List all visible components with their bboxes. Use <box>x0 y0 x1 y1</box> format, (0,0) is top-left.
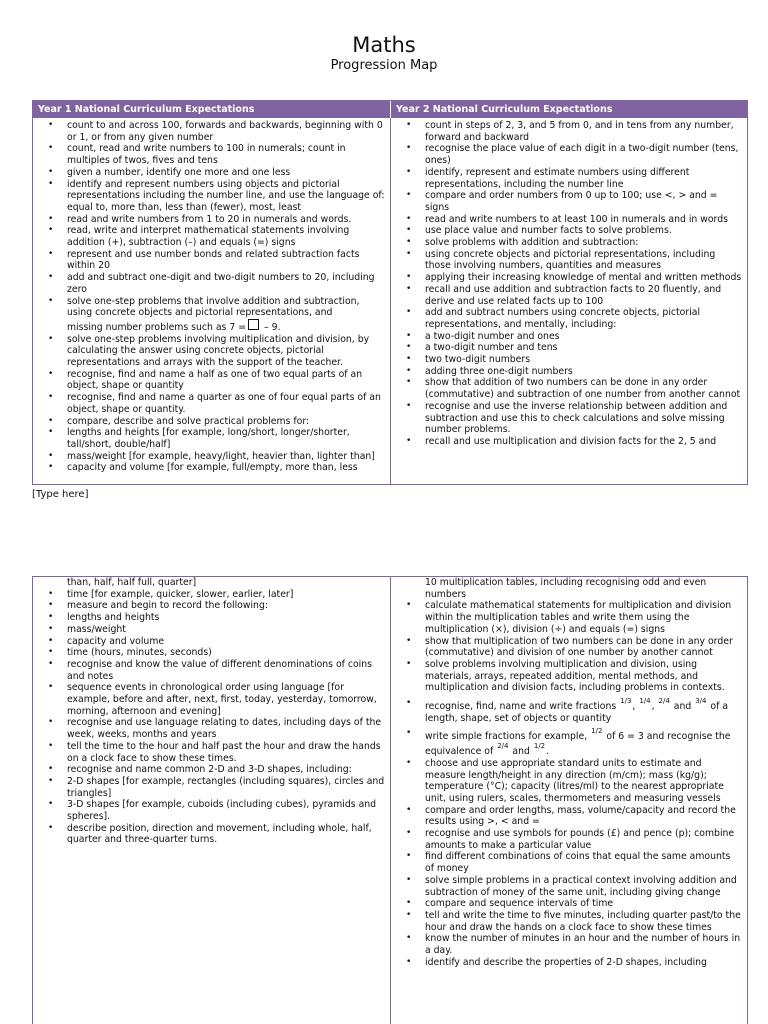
year2-list <box>391 120 747 448</box>
bullet-icon: • <box>48 213 54 224</box>
list-item-text: a two-digit number and tens <box>425 342 558 354</box>
bullet-icon: • <box>48 799 54 810</box>
list-item-text: compare and order lengths, mass, volume/capacity and record the results using >, < and = <box>425 804 736 828</box>
list-item-text: recall and use addition and subtraction facts to 20 fluently, and derive and use related facts up to 100 <box>425 283 722 307</box>
list-item <box>391 143 744 166</box>
list-item <box>391 728 744 757</box>
list-item <box>391 758 744 805</box>
list-item-text: know the number of minutes in an hour and the number of hours in a day. <box>425 933 741 957</box>
list-item-text: find different combinations of coins that equal the same amounts of money <box>425 851 731 875</box>
list-item <box>391 805 744 828</box>
bullet-icon: • <box>406 909 412 920</box>
list-item-text: mass/weight <box>67 623 126 635</box>
bullet-icon: • <box>406 283 412 294</box>
list-item <box>391 698 744 724</box>
list-item <box>391 933 744 956</box>
list-item-text: recognise and use language relating to dates, including days of the week, weeks, months and years <box>67 717 382 741</box>
list-item <box>391 957 744 969</box>
list-item-text: identify and represent numbers using objects and pictorial representations including the number line, and use the language of: equal to, more than, less than (fewer), most, least <box>67 178 385 213</box>
year1-list <box>33 589 390 846</box>
list-item-text: count in steps of 2, 3, and 5 from 0, and in tens from any number, forward and backward <box>425 120 734 143</box>
bullet-icon: • <box>406 898 412 909</box>
list-item <box>33 612 387 624</box>
fraction-1-2: 1/2 <box>591 727 603 736</box>
list-item-text: represent and use number bonds and related subtraction facts within 20 <box>67 248 360 272</box>
year2-column-header: Year 2 National Curriculum Expectations <box>396 104 613 115</box>
list-item-text: identify, represent and estimate numbers using different representations, including the number line <box>425 166 690 190</box>
bullet-icon: • <box>406 728 412 739</box>
list-item-text: given a number, identify one more and one less <box>67 166 291 178</box>
bullet-icon: • <box>48 450 54 461</box>
year1-column-header: Year 1 National Curriculum Expectations <box>33 101 391 118</box>
list-item-text: choose and use appropriate standard units to estimate and measure length/height in any direction (m/cm); mass (kg/g); temperature (°C); capacity (litres/ml) to the nearest appropriate unit, using rulers, scales, thermometers and measuring vessels <box>425 757 724 804</box>
list-item <box>391 377 744 400</box>
list-item-text: solve one-step problems that involve addition and subtraction, using concrete objects and pictorial representations, and <box>67 295 360 319</box>
bullet-icon: • <box>406 933 412 944</box>
list-item <box>33 143 387 166</box>
bullet-icon: • <box>406 956 412 967</box>
list-item <box>33 823 387 846</box>
list-item-text: a two-digit number and ones <box>425 330 560 342</box>
bullet-icon: • <box>48 623 54 634</box>
list-item <box>33 451 387 463</box>
fraction-1-3: 1/3 <box>620 697 632 706</box>
list-item-text: solve problems involving multiplication and division, using materials, arrays, repeated addition, mental methods, and multiplication and division facts, including problems in contexts. <box>425 658 725 694</box>
list-item-text: compare, describe and solve practical problems for: <box>67 415 310 427</box>
bullet-icon: • <box>48 427 54 438</box>
list-item-text: calculate mathematical statements for multiplication and division within the multiplication tables and write them using the multiplication (×), division (÷) and equals (=) signs <box>425 600 732 635</box>
list-item-text: compare and sequence intervals of time <box>425 898 614 910</box>
bullet-icon: • <box>406 272 412 283</box>
list-item-text: recall and use multiplication and division facts for the 2, 5 and <box>425 435 717 447</box>
bullet-icon: • <box>406 658 412 669</box>
list-item <box>33 589 387 601</box>
list-item-text: sequence events in chronological order using language [for example, before and after, next, first, today, yesterday, tomorrow, morning, afternoon and evening] <box>67 682 377 717</box>
year2-cell <box>391 577 747 1024</box>
list-item-text: solve simple problems in a practical context involving addition and subtraction of money of the same unit, including giving change <box>425 874 737 898</box>
bullet-icon: • <box>48 647 54 658</box>
fraction-3-4: 3/4 <box>695 697 707 706</box>
bullet-icon: • <box>48 333 54 344</box>
list-item-text: add and subtract numbers using concrete objects, pictorial representations, and mentally, including: <box>425 307 701 330</box>
list-item-text: mass/weight [for example, heavy/light, heavier than, lighter than] <box>67 450 375 462</box>
bullet-icon: • <box>48 462 54 473</box>
bullet-icon: • <box>406 213 412 224</box>
footer-placeholder[interactable]: [Type here] <box>32 489 89 500</box>
list-item <box>33 296 387 334</box>
blank-box-icon <box>248 319 259 330</box>
list-item-text: adding three one-digit numbers <box>425 365 573 377</box>
list-item <box>391 436 744 448</box>
equivalence-text: of 6 = 3 and recognise the equivalence of <box>425 731 731 758</box>
list-item <box>33 647 387 659</box>
list-item <box>391 237 744 249</box>
bullet-icon: • <box>406 400 412 411</box>
progression-table-page-1 <box>32 100 748 485</box>
document-title: Maths <box>352 33 416 57</box>
fraction-2-4: 2/4 <box>658 697 670 706</box>
bullet-icon: • <box>48 120 54 130</box>
bullet-icon: • <box>406 635 412 646</box>
bullet-icon: • <box>406 757 412 768</box>
list-item-text: show that multiplication of two numbers can be done in any order (commutative) and division of one number by another cannot <box>425 635 733 659</box>
list-item <box>33 334 387 369</box>
list-item-text: use place value and number facts to solve problems. <box>425 225 672 237</box>
bullet-icon: • <box>406 851 412 862</box>
bullet-icon: • <box>48 248 54 259</box>
bullet-icon: • <box>406 828 412 839</box>
equivalence-text: write simple fractions for example, <box>425 731 591 743</box>
separator: and <box>670 701 695 713</box>
list-item-text: capacity and volume [for example, full/empty, more than, less <box>67 462 358 474</box>
list-item <box>33 249 387 272</box>
list-item <box>391 331 744 343</box>
list-item <box>33 600 387 612</box>
list-item-text: recognise and use symbols for pounds (£) and pence (p); combine amounts to make a particular value <box>425 828 735 851</box>
list-item-text: 3-D shapes [for example, cuboids (including cubes), pyramids and spheres]. <box>67 799 377 823</box>
list-item <box>33 167 387 179</box>
bullet-icon: • <box>48 295 54 306</box>
bullet-icon: • <box>48 775 54 786</box>
list-item-text: compare and order numbers from 0 up to 100; use <, > and = signs <box>425 190 718 213</box>
fractions-text: recognise, find, name and write fractions <box>425 701 620 713</box>
list-item <box>391 898 744 910</box>
bullet-icon: • <box>48 225 54 236</box>
list-item-text: applying their increasing knowledge of mental and written methods <box>425 272 742 284</box>
list-item <box>391 342 744 354</box>
list-item <box>391 875 744 898</box>
bullet-icon: • <box>48 166 54 177</box>
document-subtitle: Progression Map <box>330 58 438 73</box>
list-item-text: measure and begin to record the following: <box>67 600 268 612</box>
list-item <box>391 636 744 659</box>
list-item <box>33 179 387 214</box>
table-body-row <box>33 118 747 484</box>
list-item <box>33 636 387 648</box>
list-item-text: add and subtract one-digit and two-digit numbers to 20, including zero <box>67 272 375 295</box>
bullet-icon: • <box>406 435 412 446</box>
list-item <box>391 214 744 226</box>
bullet-icon: • <box>48 272 54 283</box>
list-item <box>33 225 387 248</box>
list-item-text: tell and write the time to five minutes, including quarter past/to the hour and draw the hands on a clock face to show these times <box>425 909 741 933</box>
bullet-icon: • <box>406 342 412 353</box>
missing-number-text: – 9. <box>261 321 281 333</box>
list-item <box>391 366 744 378</box>
bullet-icon: • <box>48 368 54 379</box>
bullet-icon: • <box>406 143 412 154</box>
bullet-icon: • <box>48 392 54 403</box>
missing-number-text: missing number problems such as 7 = <box>67 321 247 333</box>
list-item-text: solve problems with addition and subtraction: <box>425 237 639 249</box>
bullet-icon: • <box>48 822 54 833</box>
list-item-text: identify and describe the properties of 2-D shapes, including <box>425 956 707 968</box>
list-item-text: recognise and name common 2-D and 3-D shapes, including: <box>67 764 352 776</box>
bullet-icon: • <box>406 365 412 376</box>
year1-continued-text: than, half, half full, quarter] <box>67 577 197 588</box>
list-item-text: recognise and know the value of different denominations of coins and notes <box>67 658 372 682</box>
list-item <box>391 401 744 436</box>
list-item-text: lengths and heights [for example, long/short, longer/shorter, tall/short, double/half] <box>67 427 350 450</box>
bullet-icon: • <box>406 190 412 201</box>
list-item <box>391 120 744 143</box>
list-item <box>391 851 744 874</box>
list-item-text: lengths and heights <box>67 612 160 624</box>
list-item <box>33 799 387 822</box>
bullet-icon: • <box>48 717 54 728</box>
separator: , <box>651 701 658 713</box>
bullet-icon: • <box>406 248 412 259</box>
list-item <box>33 272 387 295</box>
bullet-icon: • <box>48 658 54 669</box>
list-item <box>391 910 744 933</box>
list-item-text: capacity and volume <box>67 635 165 647</box>
bullet-icon: • <box>48 764 54 775</box>
list-item <box>391 167 744 190</box>
progression-table-page-2 <box>32 576 748 1024</box>
bullet-icon: • <box>406 377 412 388</box>
list-item <box>391 284 744 307</box>
bullet-icon: • <box>48 178 54 189</box>
list-item-text: count, read and write numbers to 100 in numerals; count in multiples of twos, fives and tens <box>67 143 346 167</box>
bullet-icon: • <box>48 415 54 426</box>
list-item <box>33 214 387 226</box>
bullet-icon: • <box>48 588 54 599</box>
list-item <box>391 659 744 694</box>
list-item-text: read and write numbers from 1 to 20 in numerals and words. <box>67 213 352 225</box>
list-item <box>33 717 387 740</box>
list-item-text: recognise, find and name a half as one of two equal parts of an object, shape or quantity <box>67 368 363 392</box>
list-item <box>391 190 744 213</box>
year2-continued-text: 10 multiplication tables, including recognising odd and even numbers <box>425 577 707 600</box>
list-item <box>33 776 387 799</box>
list-item-text: show that addition of two numbers can be done in any order (commutative) and subtraction of one number from another cannot <box>425 377 741 401</box>
bullet-icon: • <box>406 804 412 815</box>
list-item-text: count to and across 100, forwards and backwards, beginning with 0 or 1, or from any given number <box>67 120 383 143</box>
list-item-text: recognise the place value of each digit in a two-digit number (tens, ones) <box>425 143 739 167</box>
list-item <box>33 624 387 636</box>
separator: and <box>509 746 533 758</box>
list-item-text: using concrete objects and pictorial representations, including those involving numbers, quantities and measures <box>425 248 716 272</box>
bullet-icon: • <box>406 307 412 318</box>
list-item <box>33 369 387 392</box>
list-item-text: recognise, find and name a quarter as one of four equal parts of an object, shape or quantity. <box>67 392 381 415</box>
fraction-1-2: 1/2 <box>533 742 546 751</box>
bullet-icon: • <box>406 225 412 236</box>
bullet-icon: • <box>406 237 412 248</box>
bullet-icon: • <box>406 330 412 341</box>
list-item <box>391 828 744 851</box>
bullet-icon: • <box>406 600 412 611</box>
list-item <box>391 249 744 272</box>
list-item <box>33 682 387 717</box>
bullet-icon: • <box>406 354 412 365</box>
list-item-text: tell the time to the hour and half past the hour and draw the hands on a clock face to show these times. <box>67 740 381 764</box>
list-item <box>391 354 744 366</box>
year2-cell <box>391 118 747 484</box>
bullet-icon: • <box>48 682 54 693</box>
list-item <box>391 272 744 284</box>
bullet-icon: • <box>406 698 412 709</box>
list-item <box>33 416 387 428</box>
list-item-text: solve one-step problems involving multiplication and division, by calculating the answer using concrete objects, pictorial representations and arrays with the support of the teacher. <box>67 333 370 369</box>
bullet-icon: • <box>48 612 54 623</box>
list-item <box>33 764 387 776</box>
list-item <box>33 392 387 415</box>
year2-list <box>391 600 747 968</box>
bullet-icon: • <box>48 143 54 154</box>
list-item <box>33 659 387 682</box>
separator: . <box>546 746 550 758</box>
list-item-text: two two-digit numbers <box>425 354 531 366</box>
year1-cell <box>33 577 391 1024</box>
bullet-icon: • <box>406 120 412 130</box>
list-item <box>33 741 387 764</box>
list-item-text: recognise and use the inverse relationship between addition and subtraction and use this to check calculations and solve missing number problems. <box>425 400 728 436</box>
bullet-icon: • <box>406 166 412 177</box>
bullet-icon: • <box>406 874 412 885</box>
list-item-text: time [for example, quicker, slower, earlier, later] <box>67 588 294 600</box>
bullet-icon: • <box>48 635 54 646</box>
bullet-icon: • <box>48 740 54 751</box>
list-item-text: 2-D shapes [for example, rectangles (including squares), circles and triangles] <box>67 775 385 799</box>
list-item-text: time (hours, minutes, seconds) <box>67 647 212 659</box>
table-body-row <box>33 577 747 1024</box>
fraction-2-4: 2/4 <box>497 742 509 751</box>
list-item-text: read and write numbers to at least 100 in numerals and in words <box>425 213 728 225</box>
year1-list <box>33 120 390 474</box>
list-item <box>33 120 387 143</box>
fractions-text: of a length, shape, set of objects or quantity <box>425 701 729 724</box>
table-header-row <box>33 101 747 118</box>
list-item <box>33 462 387 474</box>
fraction-1-4: 1/4 <box>639 697 651 706</box>
list-item-text: read, write and interpret mathematical statements involving addition (+), subtraction (–) and equals (=) signs <box>67 225 350 249</box>
list-item <box>391 225 744 237</box>
year1-cell <box>33 118 391 484</box>
bullet-icon: • <box>48 600 54 611</box>
list-item <box>391 600 744 635</box>
list-item <box>33 427 387 450</box>
list-item-text: describe position, direction and movement, including whole, half, quarter and three-quarter turns. <box>67 822 372 846</box>
separator: , <box>632 701 639 713</box>
list-item <box>391 307 744 330</box>
